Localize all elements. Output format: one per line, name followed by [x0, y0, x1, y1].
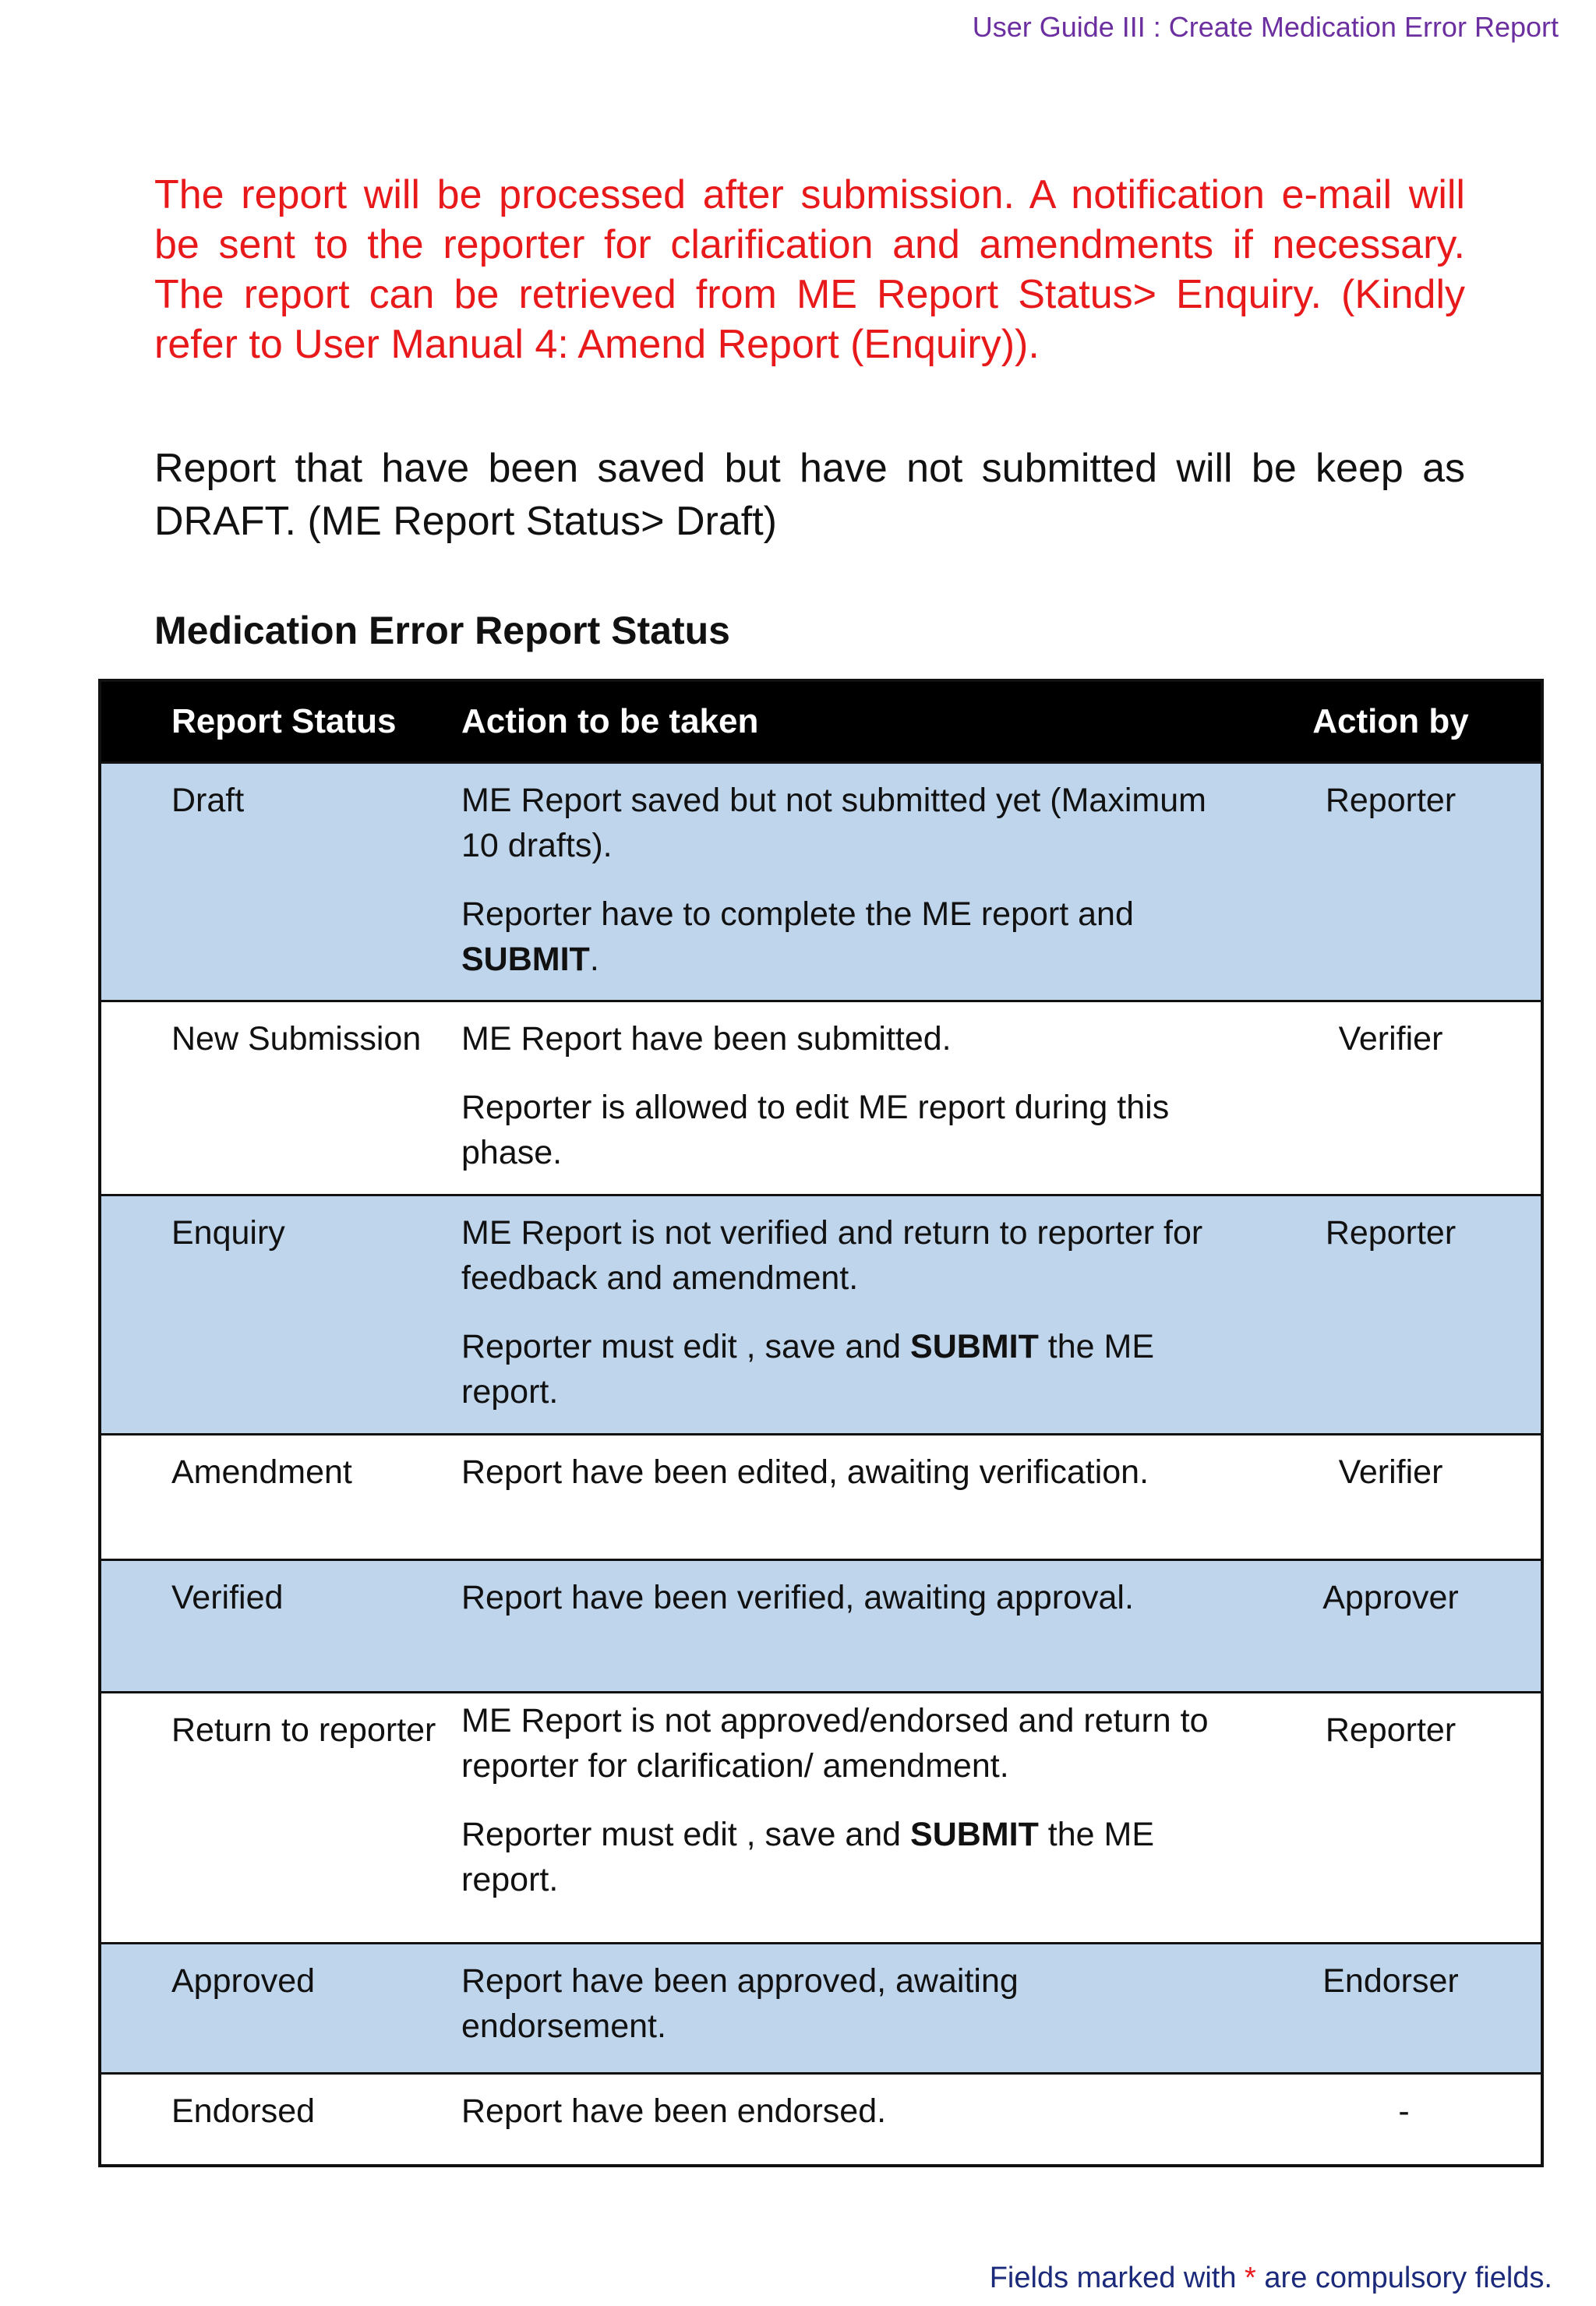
status-cell: Approved: [100, 1944, 461, 2074]
table-row-return-to-reporter: [100, 1693, 1542, 1944]
status-cell: Draft: [100, 763, 461, 1001]
header-report-status: Report Status: [100, 680, 461, 763]
action-cell: [461, 1560, 1241, 1693]
action-cell: [461, 763, 1241, 1001]
action-text: Reporter is allowed to edit ME report during this phase.: [461, 1089, 1170, 1171]
action-by-cell: Reporter: [1241, 1693, 1542, 1944]
action-text: Reporter have to complete the ME report and SUBMIT.: [461, 895, 1134, 978]
table-header-row: [100, 680, 1542, 763]
processing-notice: The report will be processed after submission. A notification e-mail will be sent to the reporter for clarification and amendments if necessary. The report can be retrieved from ME Report Status> Enquiry. (Kindly refer to User Manual 4: Amend Report (Enquiry)).: [154, 172, 1465, 367]
status-cell: Amendment: [100, 1435, 461, 1560]
action-cell: [461, 1435, 1241, 1560]
status-cell: Verified: [100, 1560, 461, 1693]
action-text: ME Report saved but not submitted yet (Maximum 10 drafts).: [461, 782, 1206, 864]
action-text: Report have been endorsed.: [461, 2092, 887, 2130]
table-row-approved: [100, 1944, 1542, 2074]
required-asterisk: *: [1245, 2262, 1256, 2294]
header-action-by: Action by: [1241, 680, 1542, 763]
action-cell: [461, 2074, 1241, 2166]
action-text: Reporter must edit , save and SUBMIT the ME report.: [461, 1328, 1155, 1411]
status-cell: Return to reporter: [100, 1693, 461, 1944]
report-status-table: [98, 679, 1544, 2167]
document-header-title: User Guide III : Create Medication Error Report: [972, 11, 1559, 43]
action-text: ME Report have been submitted.: [461, 1020, 952, 1058]
action-text: ME Report is not verified and return to reporter for feedback and amendment.: [461, 1214, 1203, 1297]
status-cell: Enquiry: [100, 1195, 461, 1435]
draft-note: Report that have been saved but have not submitted will be keep as DRAFT. (ME Report Status> Draft): [154, 446, 1465, 544]
action-cell: [461, 1001, 1241, 1195]
action-by-cell: Reporter: [1241, 1195, 1542, 1435]
table-row-verified: [100, 1560, 1542, 1693]
action-by-cell: Approver: [1241, 1560, 1542, 1693]
action-cell: [461, 1693, 1241, 1944]
action-text: Report have been verified, awaiting approval.: [461, 1579, 1134, 1616]
table-row-endorsed: [100, 2074, 1542, 2166]
table-row-new-submission: [100, 1001, 1542, 1195]
status-cell: Endorsed: [100, 2074, 461, 2166]
action-by-cell: Endorser: [1241, 1944, 1542, 2074]
header-action-to-be-taken: Action to be taken: [461, 680, 1241, 763]
action-by-cell: -: [1241, 2074, 1542, 2166]
table-row-enquiry: [100, 1195, 1542, 1435]
action-by-cell: Verifier: [1241, 1435, 1542, 1560]
action-text: Reporter must edit , save and SUBMIT the ME report.: [461, 1816, 1155, 1898]
table-row-draft: [100, 763, 1542, 1001]
action-by-cell: Verifier: [1241, 1001, 1542, 1195]
section-title: Medication Error Report Status: [154, 609, 730, 652]
action-text: ME Report is not approved/endorsed and return to reporter for clarification/ amendment.: [461, 1702, 1209, 1785]
table-row-amendment: [100, 1435, 1542, 1560]
action-text: Report have been edited, awaiting verification.: [461, 1453, 1149, 1491]
compulsory-fields-note: Fields marked with * are compulsory fields.: [989, 2262, 1552, 2294]
action-by-cell: Reporter: [1241, 763, 1542, 1001]
action-text: Report have been approved, awaiting endorsement.: [461, 1962, 1019, 2045]
action-cell: [461, 1195, 1241, 1435]
action-cell: [461, 1944, 1241, 2074]
status-cell: New Submission: [100, 1001, 461, 1195]
